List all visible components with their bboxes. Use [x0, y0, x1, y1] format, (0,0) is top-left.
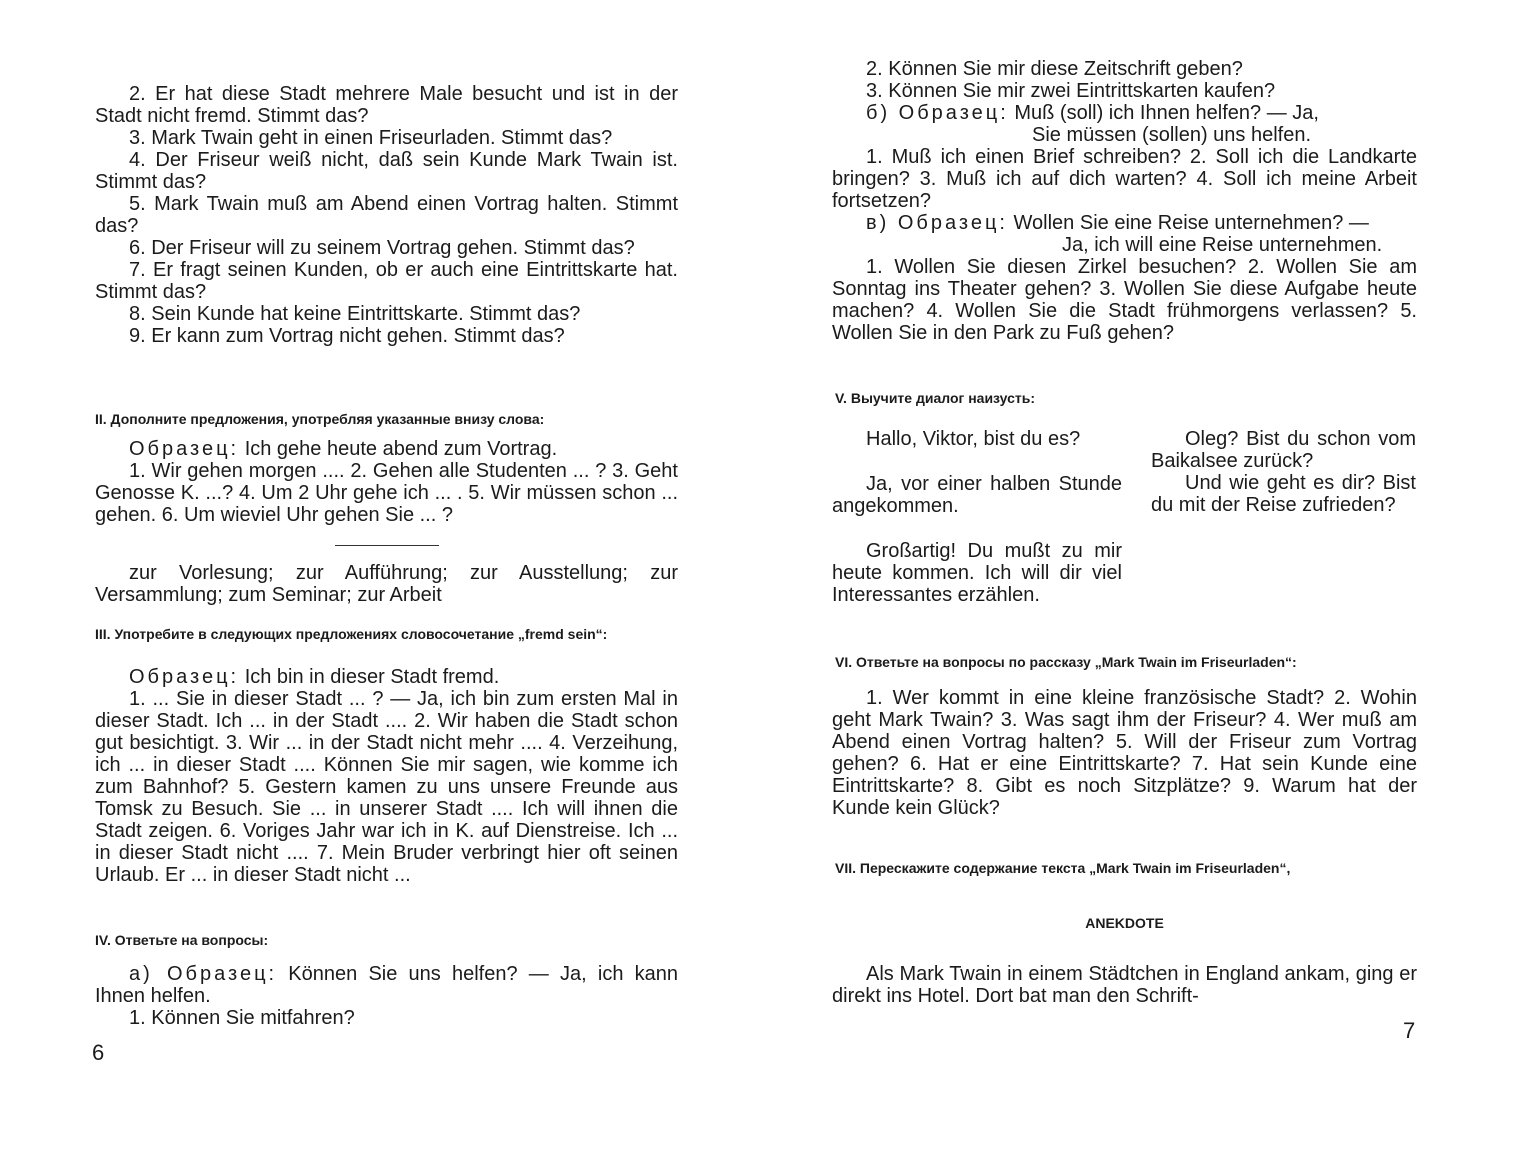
sample-text: Ich gehe heute abend zum Vortrag. [244, 438, 558, 460]
page-number: 6 [92, 1040, 105, 1065]
exercise-2-text: 1. Wir gehen morgen .... 2. Gehen alle Studenten ... ? 3. Geht Genosse K. ...? 4. Um 2 Uhr gehe ich ... . 5. Wir müssen schon ... gehen. 6. Um wieviel Uhr gehen Sie ... ? [95, 460, 678, 526]
statement-item: 7. Er fragt seinen Kunden, ob er auch eine Eintrittskarte hat. Stimmt das? [95, 259, 678, 303]
right-page [759, 0, 1518, 1168]
dialog-line: Und wie geht es dir? Bist du mit der Reise zufrieden? [1151, 472, 1416, 516]
exercise-6-text: 1. Wer kommt in eine kleine französische Stadt? 2. Wohin geht Mark Twain? 3. Was sagt ihm der Friseur? 4. Wer muß am Abend einen Vortrag halten? 5. Will der Friseur zum Vortrag gehen? 6. Hat er eine Eintrittskarte? 7. Hat sein Kunde eine Eintrittskarte? 8. Gibt es noch Sitzplätze? 9. Warum hat der Kunde kein Glück? [832, 687, 1417, 819]
exercise-2-body [95, 438, 678, 526]
exercise-5-heading: V. Выучите диалог наизусть: [835, 390, 1036, 406]
statement-item: 9. Er kann zum Vortrag nicht gehen. Stimmt das? [129, 325, 565, 347]
statement-item: 2. Er hat diese Stadt mehrere Male besucht und ist in der Stadt nicht fremd. Stimmt das? [95, 83, 678, 127]
statement-item: 3. Mark Twain geht in einen Friseurladen. Stimmt das? [129, 127, 613, 149]
dialog-line: Ja, vor einer halben Stunde angekommen. [832, 473, 1122, 517]
sample-label: а) Образец: [129, 963, 278, 985]
statement-list [95, 83, 678, 347]
sample-label: Образец: [129, 666, 240, 688]
dialog-line: Oleg? Bist du schon vom Baikalsee zurück? [1151, 428, 1416, 472]
dialog-left-column [832, 428, 1122, 606]
dialog-line: Großartig! Du mußt zu mir heute kommen. Ich will dir viel Interessantes erzählen. [832, 540, 1122, 606]
exercise-3-heading: III. Употребите в следующих предложениях словосочетание „fremd sein“: [95, 626, 608, 642]
exercise-4c-text: 1. Wollen Sie diesen Zirkel besuchen? 2. Wollen Sie am Sonntag ins Theater gehen? 3. Wollen Sie diese Aufgabe heute machen? 4. Wollen Sie die Stadt frühmorgens verlassen? 5. Wollen Sie in den Park zu Fuß gehen? [832, 256, 1417, 344]
exercise-2-sample [95, 438, 678, 460]
question-item: 3. Können Sie mir zwei Eintrittskarten kaufen? [866, 80, 1276, 102]
statement-item: 5. Mark Twain muß am Abend einen Vortrag halten. Stimmt das? [95, 193, 678, 237]
exercise-3-body [95, 666, 678, 886]
exercise-3-text: 1. ... Sie in dieser Stadt ... ? — Ja, ich bin zum ersten Mal in dieser Stadt. Ich ... in der Stadt .... 2. Wir haben die Stadt schon gut besichtigt. 3. Wir ... in der Stadt nicht mehr .... 4. Verzeihung, ich ... in dieser Stadt .... Können Sie mir sagen, wie komme ich zum Bahnhof? 5. Gestern kamen zu uns unsere Freunde aus Tomsk zu Besuch. Sie ... in unserer Stadt .... Ich will ihnen die Stadt zeigen. 6. Voriges Jahr war ich in K. auf Dienstreise. Ich ... in dieser Stadt nicht .... 7. Mein Bruder verbringt hier oft seinen Urlaub. Er ... in dieser Stadt nicht ... [95, 688, 678, 886]
exercise-4-heading: IV. Ответьте на вопросы: [95, 932, 269, 948]
sample-text: Ich bin in dieser Stadt fremd. [244, 666, 500, 688]
anekdote-text: Als Mark Twain in einem Städtchen in England ankam, ging er direkt ins Hotel. Dort bat man den Schrift- [832, 963, 1417, 1007]
sample-answer: Sie müssen (sollen) uns helfen. [1032, 124, 1312, 146]
exercise-3-sample [95, 666, 678, 688]
sample-question: Wollen Sie eine Reise unternehmen? — [1013, 212, 1369, 234]
anekdote-title: ANEKDOTE [1085, 915, 1164, 931]
statement-item: 4. Der Friseur weiß nicht, daß sein Kunde Mark Twain ist. Stimmt das? [95, 149, 678, 193]
question-item: 2. Können Sie mir diese Zeitschrift geben? [866, 58, 1243, 80]
sample-answer: Ja, ich will eine Reise unternehmen. [1062, 234, 1383, 256]
exercise-7-heading: VII. Перескажите содержание текста „Mark Twain im Friseurladen“, [835, 860, 1291, 876]
exercise-6-body [832, 687, 1417, 819]
exercise-6-heading: VI. Ответьте на вопросы по рассказу „Mark Twain im Friseurladen“: [835, 654, 1297, 670]
exercise-4-question: 1. Können Sie mitfahren? [129, 1007, 355, 1029]
sample-label: Образец: [129, 438, 240, 460]
statement-item: 8. Sein Kunde hat keine Eintrittskarte. Stimmt das? [129, 303, 581, 325]
sample-text: Können Sie uns helfen? — Ja, ich kann Ihnen helfen. [95, 963, 679, 1007]
exercise-4b-text: 1. Muß ich einen Brief schreiben? 2. Soll ich die Landkarte bringen? 3. Muß ich auf dich warten? 4. Soll ich meine Arbeit fortsetzen? [832, 146, 1417, 212]
exercise-4-continued [832, 58, 1417, 344]
exercise-4c-sample [832, 212, 1417, 234]
word-list [95, 562, 678, 606]
exercise-4-body [95, 963, 678, 1029]
dialog-right-column [1151, 428, 1416, 516]
exercise-4a-sample [95, 963, 678, 1007]
exercise-4b-sample [832, 102, 1417, 124]
statement-item: 6. Der Friseur will zu seinem Vortrag gehen. Stimmt das? [129, 237, 635, 259]
sample-question: Muß (soll) ich Ihnen helfen? — Ja, [1014, 102, 1319, 124]
sample-label: б) Образец: [866, 102, 1009, 124]
page-number: 7 [1403, 1018, 1416, 1043]
sample-label: в) Образец: [866, 212, 1008, 234]
anekdote-body [832, 963, 1417, 1007]
exercise-2-heading: II. Дополните предложения, употребляя указанные внизу слова: [95, 411, 545, 427]
dialog-line: Hallo, Viktor, bist du es? [866, 428, 1081, 450]
divider [335, 545, 439, 546]
word-list-text: zur Vorlesung; zur Aufführung; zur Ausstellung; zur Versammlung; zum Seminar; zur Arbeit [95, 562, 678, 606]
